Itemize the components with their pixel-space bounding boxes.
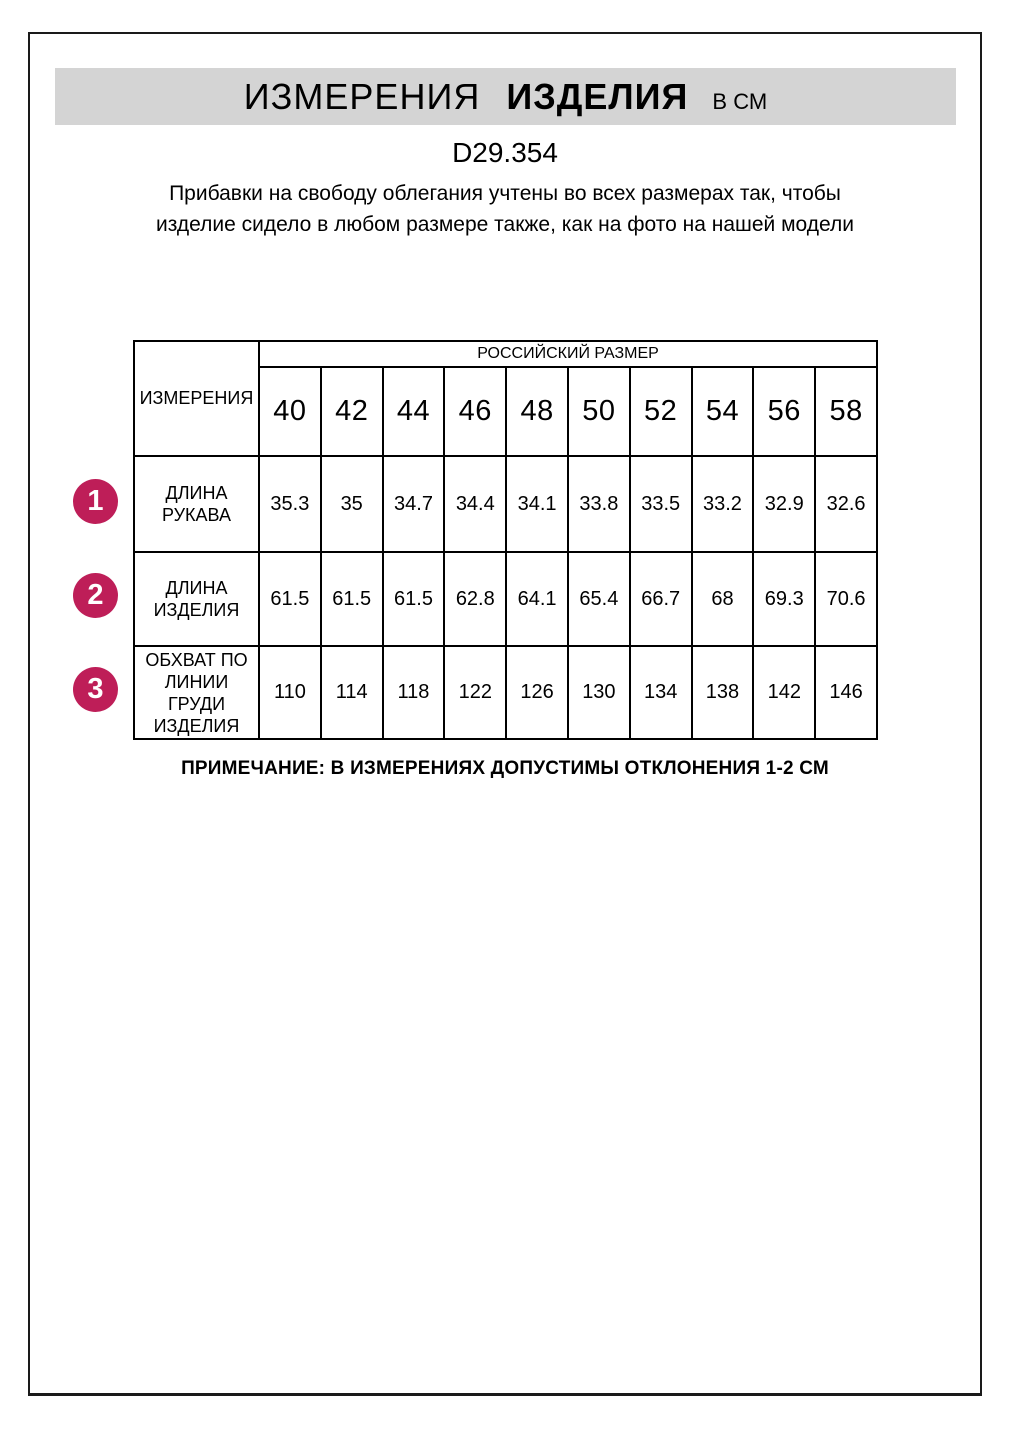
value-cell: 64.1 xyxy=(506,552,568,646)
value-cell: 130 xyxy=(568,646,630,739)
row-number-badge: 3 xyxy=(73,667,118,712)
size-header-40: 40 xyxy=(259,367,321,456)
tolerance-note: ПРИМЕЧАНИЕ: В ИЗМЕРЕНИЯХ ДОПУСТИМЫ ОТКЛОНЕНИЯ 1-2 СМ xyxy=(181,758,829,779)
russian-size-group-header: РОССИЙСКИЙ РАЗМЕР xyxy=(259,341,877,367)
value-cell: 142 xyxy=(753,646,815,739)
value-cell: 118 xyxy=(383,646,445,739)
value-cell: 35 xyxy=(321,456,383,552)
value-cell: 32.6 xyxy=(815,456,877,552)
title-unit: В СМ xyxy=(712,89,768,114)
table-row xyxy=(134,456,877,552)
size-header-52: 52 xyxy=(630,367,692,456)
size-header-44: 44 xyxy=(383,367,445,456)
value-cell: 70.6 xyxy=(815,552,877,646)
page-border-frame xyxy=(28,32,982,1396)
value-cell: 32.9 xyxy=(753,456,815,552)
measurements-corner-header: ИЗМЕРЕНИЯ xyxy=(134,341,259,456)
size-header-48: 48 xyxy=(506,367,568,456)
table-row xyxy=(134,646,877,739)
value-cell: 126 xyxy=(506,646,568,739)
size-measurements-table xyxy=(133,340,878,740)
value-cell: 33.5 xyxy=(630,456,692,552)
size-header-50: 50 xyxy=(568,367,630,456)
value-cell: 34.1 xyxy=(506,456,568,552)
value-cell: 33.2 xyxy=(692,456,754,552)
size-header-56: 56 xyxy=(753,367,815,456)
value-cell: 62.8 xyxy=(444,552,506,646)
value-cell: 35.3 xyxy=(259,456,321,552)
row-number-badge: 2 xyxy=(73,573,118,618)
title-product: ИЗДЕЛИЯ xyxy=(506,76,689,117)
value-cell: 33.8 xyxy=(568,456,630,552)
title-banner xyxy=(55,68,956,125)
measurement-label: ДЛИНА РУКАВА xyxy=(134,456,259,552)
value-cell: 138 xyxy=(692,646,754,739)
model-code: D29.354 xyxy=(452,137,558,168)
value-cell: 61.5 xyxy=(321,552,383,646)
group-header-row xyxy=(134,341,877,367)
value-cell: 68 xyxy=(692,552,754,646)
value-cell: 34.4 xyxy=(444,456,506,552)
value-cell: 110 xyxy=(259,646,321,739)
value-cell: 122 xyxy=(444,646,506,739)
title-measurements: ИЗМЕРЕНИЯ xyxy=(243,76,481,117)
measurement-label: ОБХВАТ ПО ЛИНИИ ГРУДИ ИЗДЕЛИЯ xyxy=(134,646,259,739)
size-header-46: 46 xyxy=(444,367,506,456)
fit-description: Прибавки на свободу облегания учтены во всех размерах так, чтобы изделие сидело в любом размере также, как на фото на нашей модели xyxy=(156,182,854,236)
size-header-58: 58 xyxy=(815,367,877,456)
value-cell: 65.4 xyxy=(568,552,630,646)
value-cell: 134 xyxy=(630,646,692,739)
size-header-54: 54 xyxy=(692,367,754,456)
value-cell: 61.5 xyxy=(383,552,445,646)
value-cell: 61.5 xyxy=(259,552,321,646)
row-number-badge: 1 xyxy=(73,479,118,524)
value-cell: 146 xyxy=(815,646,877,739)
value-cell: 34.7 xyxy=(383,456,445,552)
value-cell: 114 xyxy=(321,646,383,739)
value-cell: 69.3 xyxy=(753,552,815,646)
table-row xyxy=(134,552,877,646)
size-header-42: 42 xyxy=(321,367,383,456)
measurement-label: ДЛИНА ИЗДЕЛИЯ xyxy=(134,552,259,646)
value-cell: 66.7 xyxy=(630,552,692,646)
